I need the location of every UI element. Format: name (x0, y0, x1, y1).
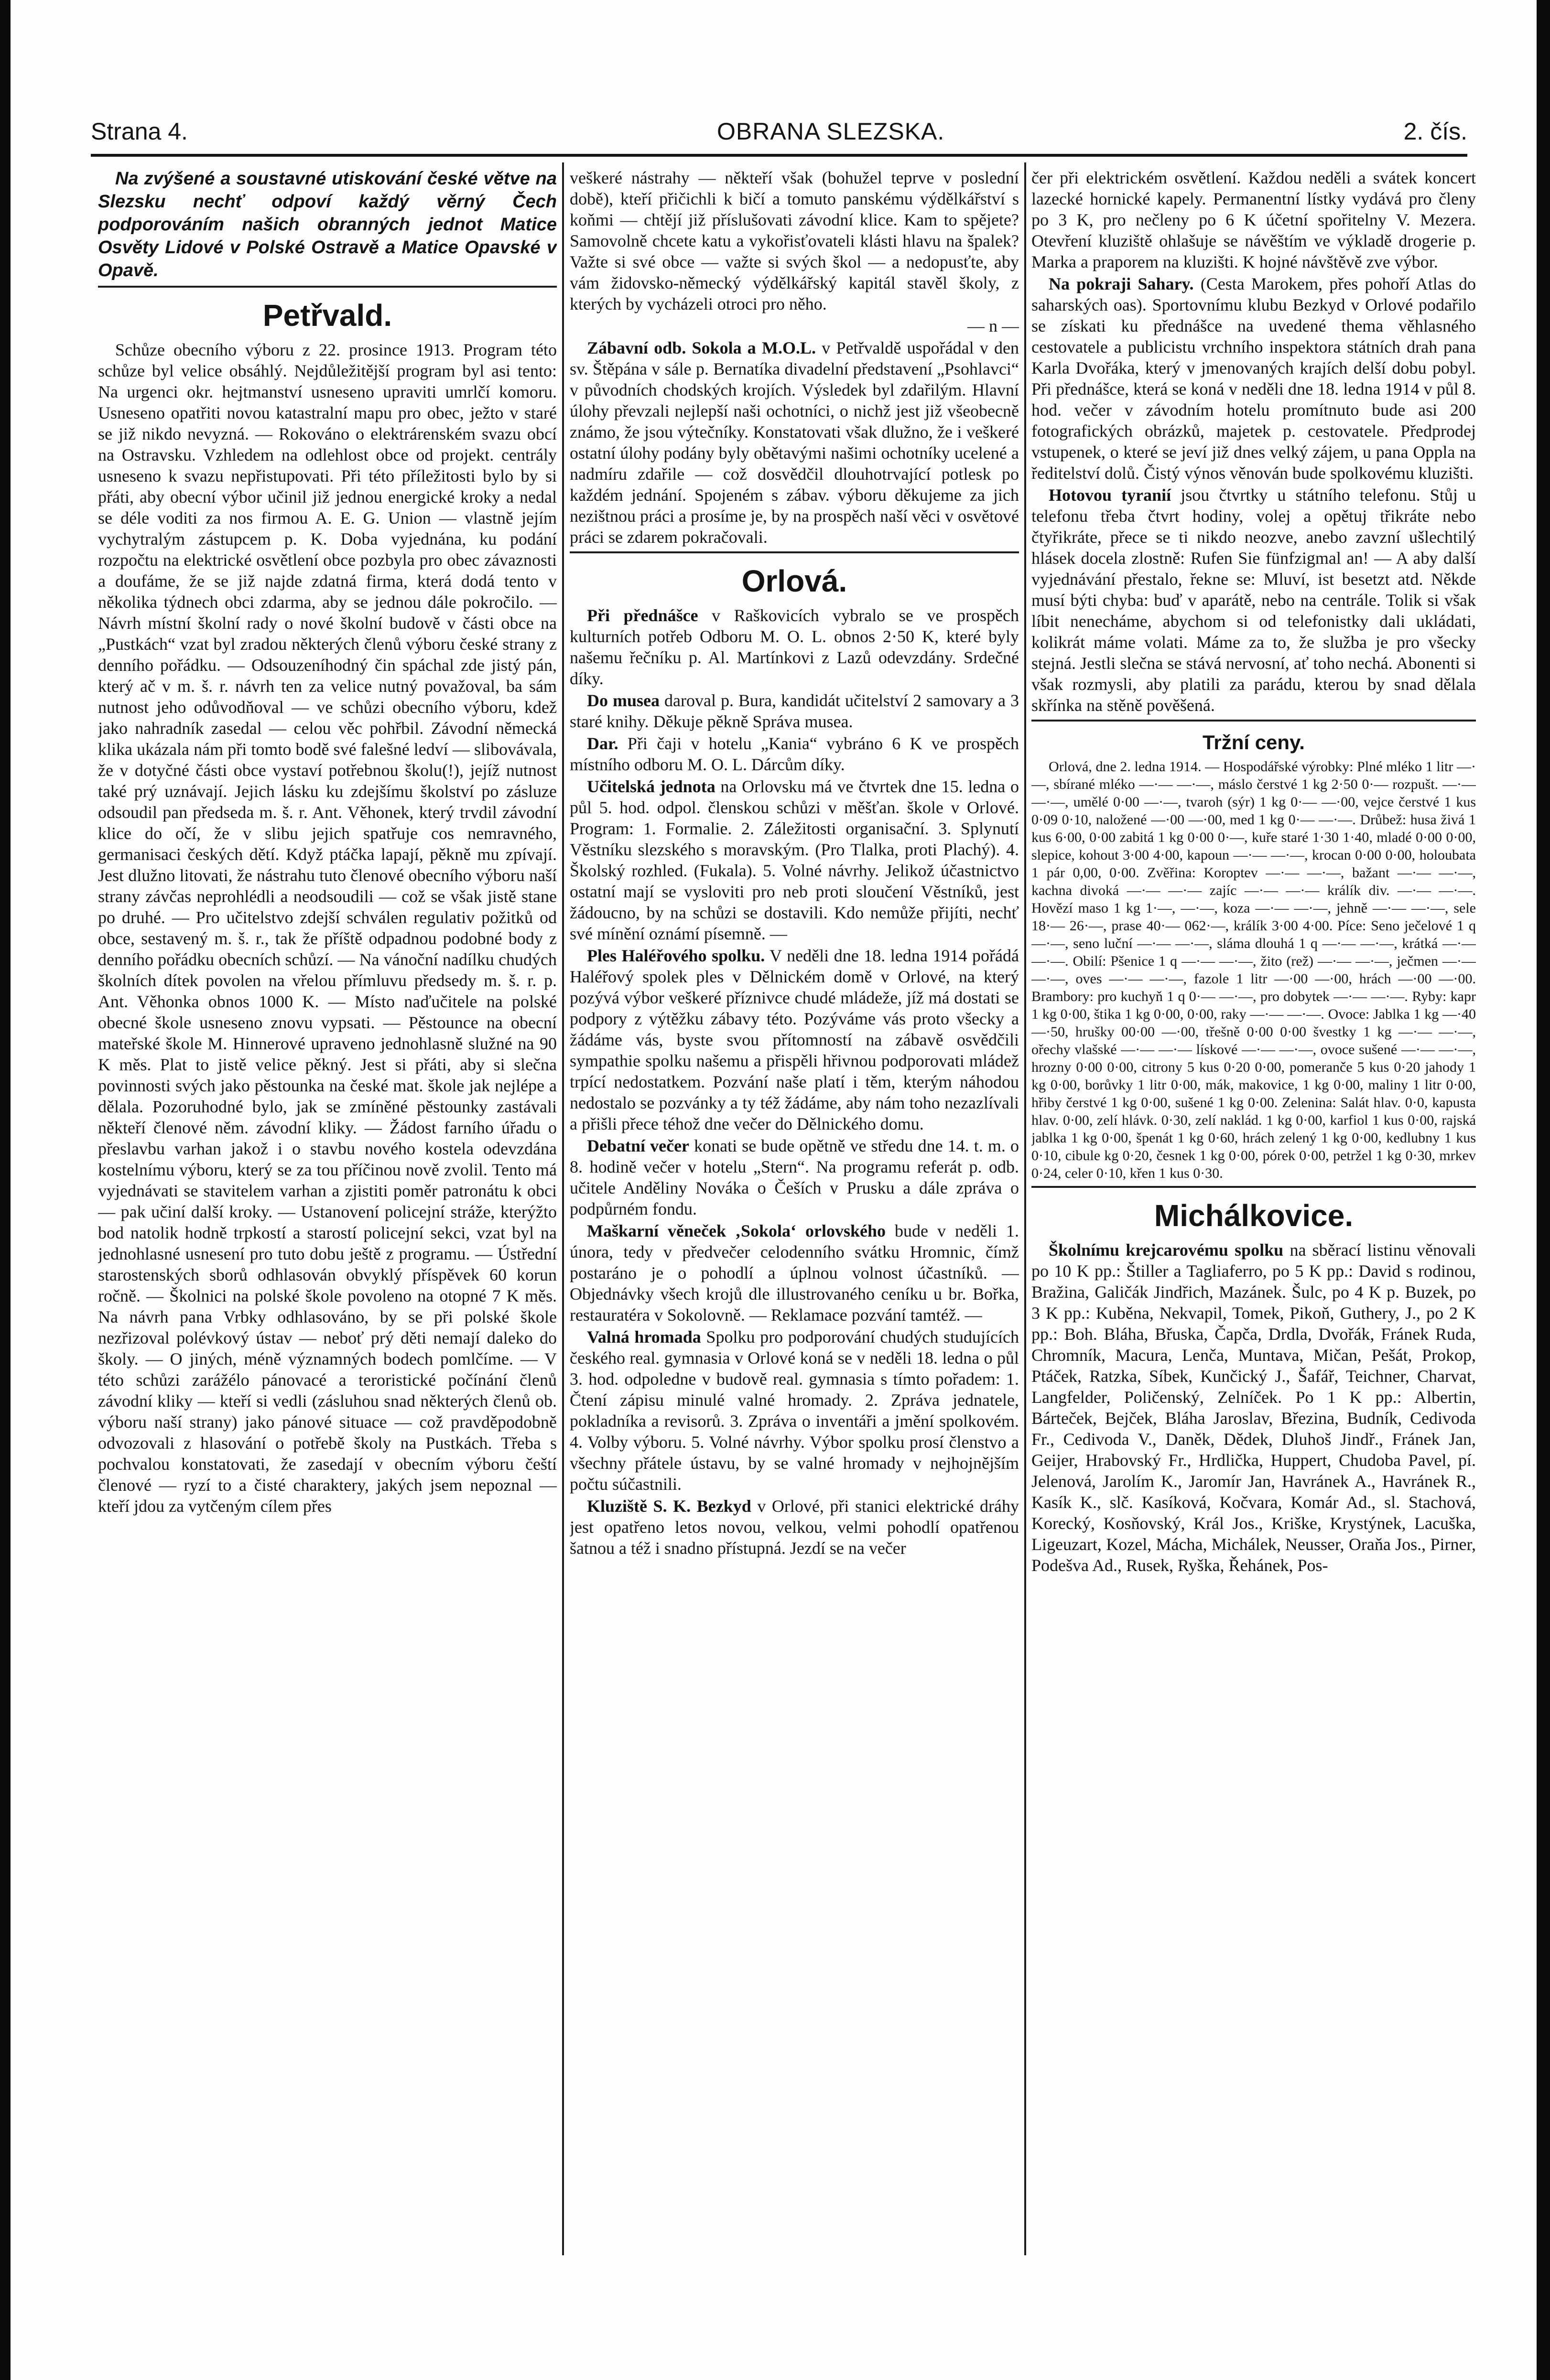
article-masquerade (570, 1220, 1019, 1325)
column-3 (1031, 167, 1476, 2260)
article-lead: Školnímu krejcarovému spolku (1049, 1240, 1284, 1260)
appeal-notice: Na zvýšené a soustavné utiskování české větve na Slezsku nechť odpoví každý věrný Čech podporováním našich obranných jednot Matice Osvěty Lidové v Polské Ostravě a Matice Opavské v Opavě. (98, 169, 557, 280)
article-text: na sběrací listinu věnovali po 10 K pp.: Štiller a Tagliaferro, po 5 K pp.: David s rodinou, Bražina, Galičák Jindřich, Mazánek. Šulc, po 4 K p. Buzek, po 3 K pp.: Kuběna, Nekvapil, Tomek, Pikoň, Guthery, J., po 2 K pp.: Boh. Bláha, Břuska, Čapča, Drdla, Dvořák, Fránek Ruda, Chromník, Macura, Lenča, Muntava, Mičan, Pešát, Prokop, Ptáček, Ratzka, Síbek, Kunčický J., Šafář, Teichner, Charvat, Langfelder, Poličenský, Zelníček. Po 1 K pp.: Albertin, Bárteček, Bejček, Bláha Jaroslav, Březina, Budník, Cedivoda Fr., Cedivoda V., Daněk, Dědek, Dluhoš Jindř., Fránek Jan, Geijer, Hrabovský Fr., Hrdlička, Huppert, Chudoba Pavel, pí. Jelenová, Jarolím K., Jaromír Jan, Havránek A., Havránek R., Kasík K., slč. Kasíková, Kočvara, Komár Ad., sl. Stachová, Korecký, Kosňovský, Král Jos., Kriške, Krystýnek, Lacuška, Ligeuzart, Kozel, Mácha, Michálek, Neusser, Oraňa Jos., Pirner, Podešva Ad., Rusek, Ryška, Řehánek, Pos- (1031, 1240, 1476, 1575)
article-signature: — n — (967, 316, 1019, 335)
issue-number: 2. čís. (1403, 118, 1467, 145)
divider (570, 551, 1019, 553)
section-heading-michalkovice: Michálkovice. (1154, 1198, 1354, 1233)
article-lead: Valná hromada (587, 1327, 701, 1346)
article-gift (570, 733, 1019, 775)
article-lead: Debatní večer (587, 1136, 690, 1155)
article-museum (570, 690, 1019, 732)
article-text: jsou čtvrtky u státního telefonu. Stůj u telefonu třeba čtvrt hodiny, volej a opětuj třikráte nebo čtyřikráte, přece se ti nikdo neozve, anebo zavzní ušlechtilý hlásek docela zlostně: Rufen Sie fünfzigmal an! — A aby další vyjednávání přestalo, řekne se: Mluví, ist besetzt atd. Někde musí býti chyba: buď v aparátě, nebo na centrále. Tolik si však líbit nenecháme, abychom si od telefonistky dali ukládati, kolikrát máme volati. Máme za to, že služba je pro všecky stejná. Jestli slečna se stává nervosní, ať toho nechá. Abonenti si však rozmysli, aby platili za parádu, kterou by snad dělala skřínka na stěně pověšená. (1031, 485, 1476, 715)
section-heading-orlova: Orlová. (741, 564, 847, 598)
article-continuation: čer při elektrickém osvětlení. Každou neděli a svátek koncert lazecké hornické kapely. Permanentní lístky vydává pro členy po 3 K, pro nečleny po 6 K účetní spořitelny V. Mezera. Otevření kluziště ohlašuje se návěštím ve výkladě drogerie p. Marka a praporem na kluzišti. K hojné návštěvě zve výbor. (1031, 168, 1476, 271)
article-text: v Orlové, při stanici elektrické dráhy jest opatřeno letos novou, velkou, velmi pohodlí opatřenou šatnou a též i snadno přístupná. Jezdí se na večer (570, 1497, 1019, 1558)
page-number: Strana 4. (91, 118, 188, 145)
article-text: Při čaji v hotelu „Kania“ vybráno 6 K ve prospěch místního odboru M. O. L. Dárcům díky. (570, 734, 1019, 774)
article-lead: Hotovou tyranií (1049, 485, 1171, 505)
article-sahara-lecture (1031, 273, 1476, 484)
article-donations (1031, 1239, 1476, 1576)
article-telephone (1031, 485, 1476, 716)
article-lead: Ples Haléřového spolku. (587, 946, 765, 965)
column-2 (570, 167, 1019, 2260)
article-lead: Kluziště S. K. Bezkyd (587, 1497, 751, 1516)
header-rule (91, 154, 1467, 157)
article-text: v Raškovicích vybralo se ve prospěch kulturních potřeb Odboru M. O. L. obnos 2·50 K, které byly našemu řečníku p. Al. Martínkovi z Lazů odevzdány. Srdečné díky. (570, 606, 1019, 688)
divider (98, 286, 557, 288)
article-text: V neděli dne 18. ledna 1914 pořádá Haléřový spolek ples v Dělnickém domě v Orlové, na který pozývá výbor veškeré příznivce chudé mládeže, jíž má dostati se podpory z výtěžku zábavy této. Pozýváme vás proto všecky a žádáme vás, byste svou přítomností na zábavě osvědčili sympathie spolku našemu a přispěli hřivnou podporovati mládež trpící nedostatkem. Pozvání naše platí i těm, kterým náhodou nedostalo se pozvánky a ty též žádáme, aby nám toho nezazlívali a přišli přece téhož dne večer do Dělnického domu. (570, 946, 1019, 1133)
article-text: v Petřvaldě uspořádal v den sv. Štěpána v sále p. Bernatíka divadelní představení „Psohlavci“ v původních chodských krojích. Výsledek byl zdařilým. Hlavní úlohy převzali nejlepší naši ochotníci, o nichž jest již všeobecně známo, že jsou výtečníky. Konstatovati však dlužno, že i veškeré ostatní úlohy podány byly obětavými našimi ochotníky ucelené a nadmíru zdařile — což dosvědčil dlouhotrvající potlesk po každém jednání. Spojeném s zábav. výboru děkujeme za jich nezištnou práci a prosíme je, by na prospěch naší věci v osvětové práci se zdarem pokračovali. (570, 338, 1019, 547)
article-text: na Orlovsku má ve čtvrtek dne 15. ledna o půl 5. hod. odpol. členskou schůzi v měšťan. škole v Orlové. Program: 1. Formalie. 2. Záležitosti organisační. 3. Splynutí Věstníku slezského s moravským. (Pro Tlalka, proti Plachý). 4. Školský rozhled. (Fukala). 5. Volné návrhy. Jelikož účastnictvo ostatní mají se vysloviti pro neb proti sloučení Věstníků, jest žádoucno, by na schůzi se dostavili. Kdo nemůže přijíti, nechť své mínění oznámí písemně. — (570, 777, 1019, 943)
scan-edge-left (0, 0, 11, 2380)
article-skating-rink (570, 1496, 1019, 1559)
newspaper-title: OBRANA SLEZSKA. (717, 118, 945, 145)
article-petrvald-council: Schůze obecního výboru z 22. prosince 1913. Program této schůze byl velice obsáhlý. Nejdůležitější program byl asi tento: Na urgenci okr. hejtmanství usneseno upraviti umrlčí komoru. Usneseno opatřiti novou katastralní mapu pro obec, ježto v staré se již nikdo nevyzná. — Rokováno o elektrárenském svazu obcí na Ostravsku. Vzhledem na odlehlost obce od projekt. centrály usneseno k svazu nepřistupovati. Při této příležitosti bylo by si přáti, aby obecní výbor učinil již jednou energické kroky a nedal se déle voditi za nos firmou A. E. G. Union — vlastně jejím vychytralým zástupcem p. K. Doba vyjednána, ku podání rozpočtu na elektrické osvětlení obce pozbyla pro obec závaznosti a doufáme, že se již najde zdatná firma, která dodá tento v několika týdnech obci zdarma, aby se jednou dále pokročilo. — Návrh místní školní rady o nové školní budově v části obce na „Pustkách“ vzat byl zradou některých členů výboru české strany z denního pořádku. — Odsouzeníhodný čin spáchal zde jistý pán, který ač v m. š. r. návrh ten za velice nutný považoval, ba sám nutnost jeho odůvodňoval — ve schůzi obecního výboru, kdež jako nahradník zasedal — celou věc pohřbil. Závodní německá klika ukázala nám při tomto bodě své falešné ledví — slibovávala, že v dotyčné části obce vystaví potřebnou školu(!), jejíž nutnost také prý uznávají. Jejich lásku ku zdejšímu školství po zásluze odsoudil pan předseda m. š. r. Ant. Věhonek, který trvdil závodní klice do očí, že v slibu jejich spatřuje cos nemravného, germanisaci českých dětí. Když ptáčka lapají, pěkně mu zpívají. Jest dlužno litovati, že nástrahu tuto členové obecního výboru naší strany závčas neprohlédli a neodsoudili — což se však jistě stane po druhé. — Pro učitelstvo zdejší schválen regulativ požitků od obce, sestavený m. š. r., tak že příště odpadnou podobné body z denního pořádku obecních schůzí. — Na vánoční nadílku chudých školních dítek povolen na vřelou přímluvu předsedy m. š. r. p. Ant. Věhonka obnos 1000 K. — Místo naďučitele na polské obecné škole usneseno znovu vypsati. — Pěstounce na obecní mateřské škole M. Hinnerové upraveno jednohlasně služné na 90 K měs. Plat to jistě velice pěkný. Jest si přáti, aby si slečna povinnosti svých jako pěstounka na české mat. škole jak nejlépe a dělala. Pozoruhodné bylo, jak se zmíněné pěstounky zastávali někteří členové něm. závodní kliky. — Žádost farního úřadu o přeslavbu varhan jakož i o stavbu nového kostela odevzdána kostelnímu výboru, který se za tou příčinou nově zvolil. Tento má vyjednávati se stavitelem varhan a zjistiti poměr patronátu k obci — pak učiní další kroky. — Ustanovení policejní stráže, kterýžto bod natolik hodně trpkostí a starostí policejní sekci, vzat byl na jednohlasné usnesení pro tuto dobu ještě z programu. — Ústřední starostenských sborů odhlasován obvyklý příspěvek 60 korun ročně. — Školnici na polské škole povoleno na otopné 7 K měs. Na návrh pana Vrbky odhlasováno, by se při polské škole nezřizoval polévkový ústav — neboť prý děti nemají daleko do školy. — O jiných, méně významných bodech pomlčíme. — V této schůzi zarážélo pánovacé a teroristické počínání členů závodní kliky — kteří si vedli (zásluhou snad některých členů ob. výboru naší strany) jako pánové situace — což pravděpodobně odvozovali z hlasování o potřebě školy na Pustkách. Třeba s pochvalou konstatovati, že zasedají v obecním výboru čeští členové — ryzí to a čisté charaktery, jakých jsem nepoznal — kteří jdou za vytčeným cílem přes (98, 340, 557, 1516)
article-lead: Při přednášce (587, 606, 698, 625)
article-lead: Zábavní odb. Sokola a M.O.L. (587, 338, 816, 357)
article-lead: Dar. (587, 734, 618, 753)
article-text: (Cesta Marokem, přes pohoří Atlas do saharských oas). Sportovnímu klubu Bezkyd v Orlové podařilo se získati ku přednášce na uvedené thema věhlasného cestovatele a publicistu vrchního inspektora státních drah pana Karla Dvořáka, který v jmenovaných krajích delší dobu pobyl. Při přednášce, která se koná v neděli dne 18. ledna 1914 v půl 8. hod. večer v závodním hotelu promítnuto bude asi 200 fotografických obrázků, majetek p. cestovatele. Předprodej vstupenek, o které se jeví již dnes velký zájem, u pana Oppla na ředitelství dolů. Čistý výnos věnován bude spolkovému kluzišti. (1031, 274, 1476, 483)
article-text: Spolku pro podporování chudých studujících českého real. gymnasia v Orlové koná se v neděli 18. ledna o půl 3. hod. odpoledne v budově real. gymnasia s tímto pořadem: 1. Čtení zápisu minulé valné hromady. 2. Zpráva jednatele, pokladníka a revisorů. 3. Zpráva o inventáři a jmění spolkovém. 4. Volby výboru. 5. Volné návrhy. Výbor spolku prosí členstvo a všechny přátele ústavu, by se valné hromady v nejhojnějším počtu súčastnili. (570, 1327, 1019, 1494)
market-prices-heading: Tržní ceny. (1203, 731, 1305, 754)
article-lead: Maškarní věneček ‚Sokola‘ orlovského (587, 1221, 886, 1240)
article-debate (570, 1135, 1019, 1219)
column-divider (1024, 162, 1026, 2255)
scan-edge-right (1537, 0, 1550, 2380)
article-text: bude v neděli 1. února, tedy v předvečer celodenního svátku Hromnic, čímž postaráno je o pohodlí a úplnou volnost účastníků. — Objednávky všech krojů dle illustrovaného ceníku u br. Bořka, restauratéra v Sokolovně. — Reklamace pozvání tamtéž. — (570, 1221, 1019, 1325)
article-lead: Do musea (587, 691, 660, 710)
section-heading-petrvald: Petřvald. (262, 298, 392, 333)
column-1 (98, 167, 557, 2260)
divider (1031, 720, 1476, 722)
article-ball (570, 945, 1019, 1134)
article-general-meeting (570, 1326, 1019, 1495)
article-text: konati se bude opětně ve středu dne 14. t. m. o 8. hodině večer v hotelu „Stern“. Na programu referát p. odb. učitele Anděliny Nováka o Češích v Prusku a dále zpráva o podpůrném fondu. (570, 1136, 1019, 1218)
article-sokol-theatre (570, 337, 1019, 548)
article-text: daroval p. Bura, kandidát učitelství 2 samovary a 3 staré knihy. Děkuje pěkně Správa musea. (570, 691, 1019, 731)
article-lead: Na pokraji Sahary. (1049, 274, 1194, 293)
divider (1031, 1186, 1476, 1188)
market-prices-list: Orlová, dne 2. ledna 1914. — Hospodářské výrobky: Plné mléko 1 litr —·—, sbírané mléko —·— —·—, máslo čerstvé 1 kg 2·50 0·— rozpušt. —·— —·—, umělé 0·00 —·—, tvaroh (sýr) 1 kg 0·— —·00, vejce čerstvé 1 kus 0·09 0·10, naložené —·00 —·00, med 1 kg 0·— —·—. Drůbež: husa živá 1 kus 6·00, 0·00 zabitá 1 kg 0·00 0·—, kuře staré 1·30 1·40, mladé 0·00 0·00, slepice, kohout 3·00 4·00, kapoun —·— —·—, krocan 0·00 0·00, holoubata 1 pár 0,00, 0·00. Zvěřina: Koroptev —·— —·—, bažant —·— —·—, kachna divoká —·— —·— zajíc —·— —·— králík div. —·— —·—. Hovězí maso 1 kg 1·—, —·—, koza —·— —·—, jehně —·— —·—, sele 18·— 26·—, prase 40·— 062·—, králík 3·00 4·00. Píce: Seno ječelové 1 q —·—, seno luční —·— —·—, sláma dlouhá 1 q —·— —·—, krátká —·— —·—. Obilí: Pšenice 1 q —·— —·—, žito (rež) —·— —·—, ječmen —·— —·—, oves —·— —·—, fazole 1 litr —·00 —·00, hrách —·00 —·00. Brambory: pro kuchyň 1 q 0·— —·—, pro dobytek —·— —·—. Ryby: kapr 1 kg 0·00, štika 1 kg 0·00, 0·00, raky —·— —·—. Ovoce: Jablka 1 kg —·40 —·50, hrušky 00·00 —·00, třešně 0·00 0·00 švestky 1 kg —·— —·—, ořechy vlašské —·— —·— lískové —·— —·—, ovoce sušené —·— —·—, hrozny 0·00 0·00, citrony 5 kus 0·20 0·00, pomeranče 5 kus 0·20 jahody 1 kg 0·00, borůvky 1 litr 0·00, mák, makovice, 1 kg 0·00, maliny 1 litr 0·00, hřiby čerstvé 1 kg 0·00, sušené 1 kg 0·00. Zelenina: Salát hlav. 0·0, kapusta hlav. 0·00, zelí hlávk. 0·30, zelí naklád. 1 kg 0·00, karfiol 1 kus 0·00, rajská jablka 1 kg 0·00, špenát 1 kg 0·60, hrách zelený 1 kg 0·00, kedlubny 1 kus 0·10, cibule kg 0·20, česnek 1 kg 0·00, pórek 0·00, petržel 1 kg 0·30, mrkev 0·24, celer 0·10, křen 1 kus 0·30. (1031, 759, 1476, 1181)
article-lecture (570, 605, 1019, 689)
article-continuation: veškeré nástrahy — někteří však (bohužel teprve v poslední době), kteří přičichli k bičí a tomuto panskému výdělkářství s koňmi — chtějí již příslušovati závodní klice. Kam to spějete? Samovolně chcete katu a vykořisťovateli klásti hlavu na špalek? Važte si své obce — važte si svých škol — a nedopusťte, aby vám židovsko-německý výdělkářský kapitál stavěl školy, z kterých by vycházeli otroci pro něho. (570, 168, 1019, 313)
column-divider (562, 162, 564, 2255)
article-teachers-union (570, 776, 1019, 944)
page-header (91, 113, 1467, 156)
article-lead: Učitelská jednota (587, 777, 715, 796)
